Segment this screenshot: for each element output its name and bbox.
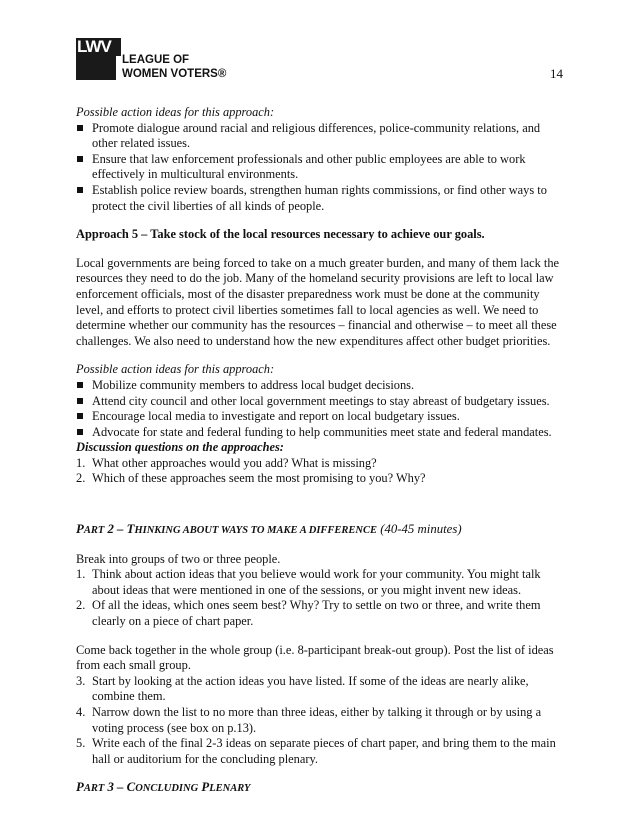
list-item: Encourage local media to investigate and report on local budgetary issues.	[76, 409, 564, 425]
page-content	[76, 105, 564, 797]
part-2-list-b	[76, 674, 564, 768]
part-2-intro: Break into groups of two or three people.	[76, 551, 281, 566]
part-2-para: Come back together in the whole group (i.e. 8-participant break-out group). Post the list of ideas from each small group.	[76, 642, 554, 673]
list-item: 1. Think about action ideas that you believe would work for your community. You might talk about ideas that were mentioned in one of the sessions, or you might invent new ideas.	[76, 567, 541, 597]
discussion-heading: Discussion questions on the approaches:	[76, 440, 284, 455]
list-item: Advocate for state and federal funding to help communities meet state and federal mandates.	[76, 425, 564, 441]
part-2-list-a	[76, 567, 564, 629]
list-item: Ensure that law enforcement professionals and other public employees are able to work effectively in multicultural environments.	[76, 152, 564, 183]
bullet-square-icon	[76, 121, 92, 137]
bullet-square-icon	[76, 152, 92, 168]
part-3-heading: PART 3 – CONCLUDING PLENARY	[76, 780, 251, 795]
action-ideas-intro-2: Possible action ideas for this approach:	[76, 362, 275, 377]
logo-mark: LWV	[76, 38, 121, 56]
page-number: 14	[550, 66, 563, 81]
approach-5-heading: Approach 5 – Take stock of the local resources necessary to achieve our goals.	[76, 227, 485, 242]
list-item: 3. Start by looking at the action ideas you have listed. If some of the ideas are nearly alike, combine them.	[76, 673, 529, 704]
part-2-heading: PART 2 – THINKING ABOUT WAYS TO MAKE A DIFFERENCE (40-45 minutes)	[76, 522, 462, 537]
logo-line-1: LEAGUE OF	[122, 54, 190, 66]
bullet-square-icon	[76, 183, 92, 199]
list-item: 2. Which of these approaches seem the most promising to you? Why?	[76, 471, 426, 486]
list-item: 5. Write each of the final 2-3 ideas on separate pieces of chart paper, and bring them to the main hall or auditorium for the concluding plenary.	[76, 736, 556, 766]
bullet-square-icon	[76, 394, 92, 410]
list-item: Establish police review boards, strengthen human rights commissions, or find other ways to protect the civil liberties of all kinds of people.	[76, 183, 564, 214]
bullet-square-icon	[76, 378, 92, 394]
action-ideas-intro-1: Possible action ideas for this approach:	[76, 105, 275, 119]
bullet-square-icon	[76, 425, 92, 441]
logo-line-2: WOMEN VOTERS®	[122, 68, 227, 80]
bullet-square-icon	[76, 409, 92, 425]
list-item: Attend city council and other local government meetings to stay abreast of budgetary issues.	[76, 394, 564, 410]
list-item: 1. What other approaches would you add? What is missing?	[76, 455, 377, 470]
approach-5-body: Local governments are being forced to take on a much greater burden, and many of them lack the resources they need to do the job. Many of the homeland security provisions are left to local law enforcement officials, most of the disaster preparedness work must be done at the community level, and efforts to protect civil liberties sometimes fall to local agencies as well. We need to determine whether our community has the resources – financial and otherwise – to meet all these challenges. We also need to understand how the new expenditures affect other budget priorities.	[76, 255, 560, 348]
lwv-logo	[76, 38, 236, 84]
action-ideas-list-1	[76, 121, 564, 215]
list-item: 2. Of all the ideas, which ones seem best? Why? Try to settle on two or three, and write them clearly on a piece of chart paper.	[76, 598, 541, 629]
logo-text	[122, 53, 226, 81]
list-item: Promote dialogue around racial and religious differences, police-community relations, and other related issues.	[76, 121, 564, 152]
list-item: 4. Narrow down the list to no more than three ideas, either by talking it through or by using a voting process (see box on p.13).	[76, 705, 542, 735]
action-ideas-list-2	[76, 378, 564, 440]
discussion-list	[76, 456, 564, 487]
list-item: Mobilize community members to address local budget decisions.	[76, 378, 564, 394]
